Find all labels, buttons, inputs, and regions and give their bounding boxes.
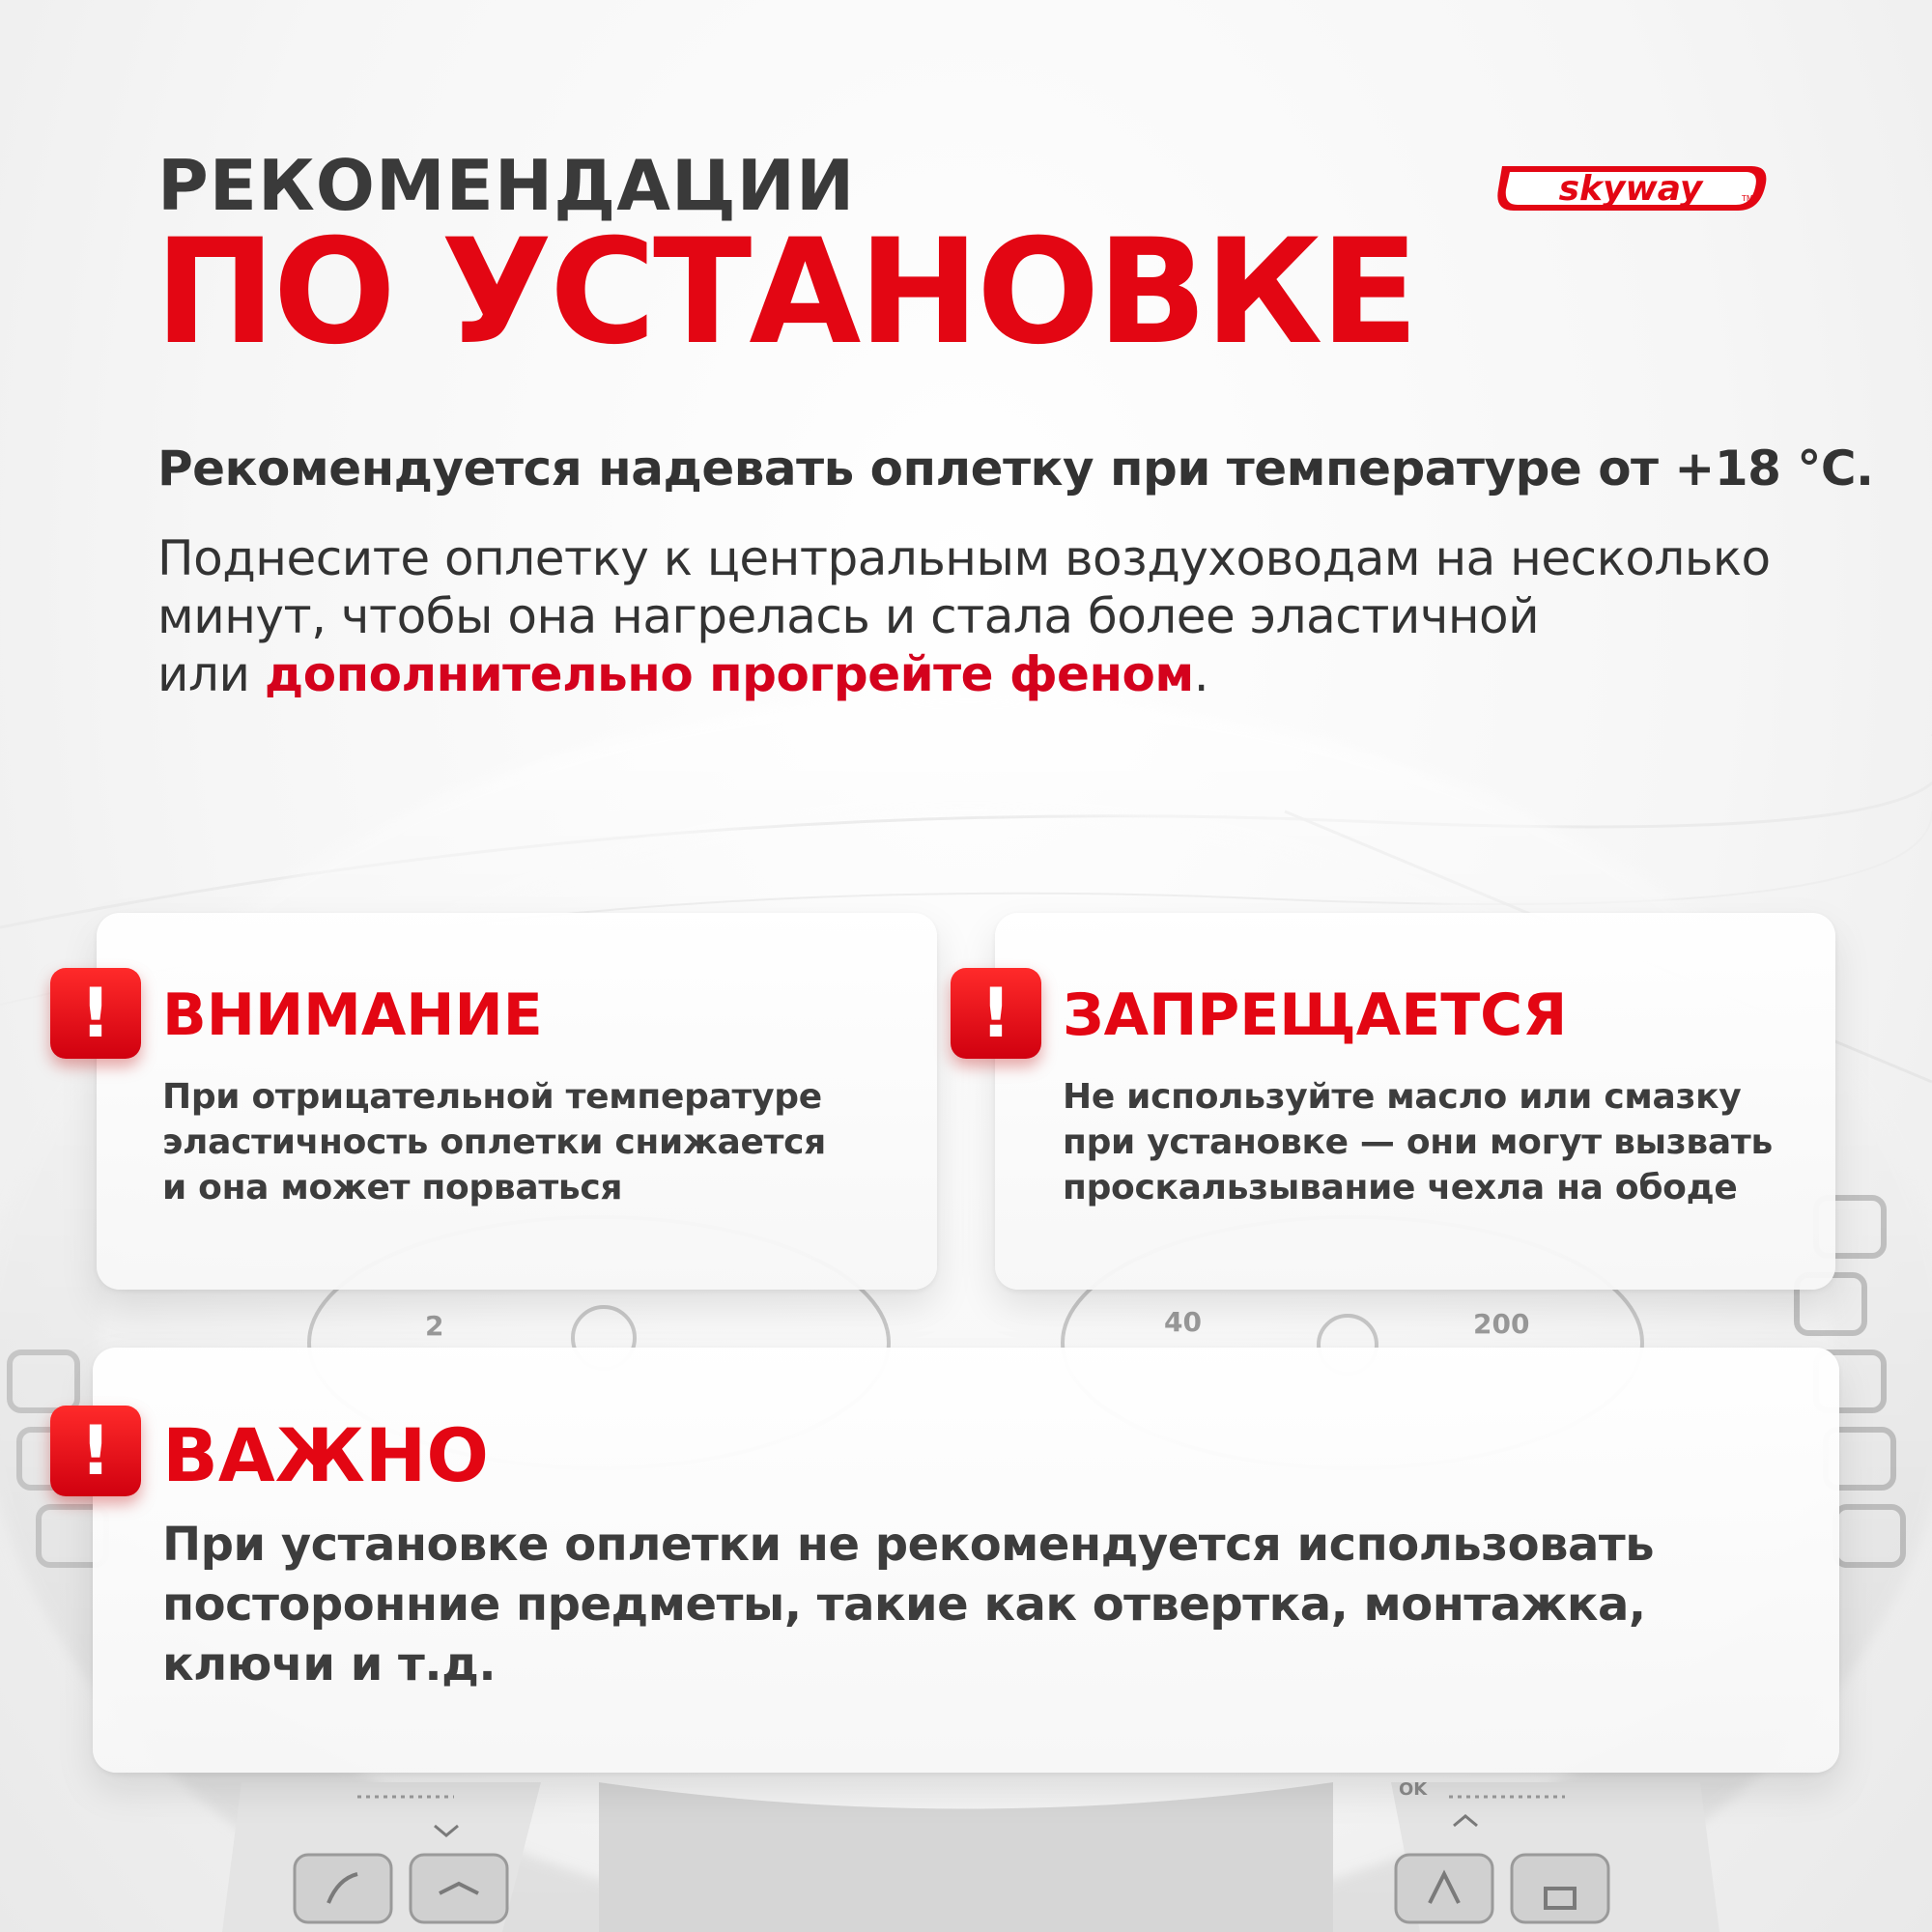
gauge-label-mid: 40 (1164, 1306, 1202, 1338)
header-title: ПО УСТАНОВКЕ (155, 209, 1416, 377)
attention-text: При отрицательной температуре эластичность оплетки снижается и она может порваться (162, 1077, 826, 1208)
instruction-line-2: минут, чтобы она нагрелась и стала более эластичной (157, 588, 1540, 644)
attention-exclamation-icon: ! (50, 968, 141, 1059)
logo-tm: TM (1742, 194, 1753, 203)
prohibited-exclamation-icon: ! (951, 968, 1041, 1059)
gauge-label-right: 200 (1473, 1308, 1530, 1340)
instruction-line-3-prefix: или (157, 646, 265, 702)
prohibited-title: ЗАПРЕЩАЕТСЯ (1063, 981, 1568, 1049)
instruction-highlight: дополнительно прогрейте феном (264, 646, 1194, 702)
heating-instruction (157, 529, 1838, 703)
important-exclamation-icon: ! (50, 1406, 141, 1496)
prohibited-text: Не используйте масло или смазку при установке — они могут вызвать проскальзывание чехла на ободе (1063, 1077, 1773, 1208)
skyway-logo (1492, 160, 1773, 216)
gauge-label-left: 2 (425, 1310, 444, 1342)
header-subtitle: РЕКОМЕНДАЦИИ (157, 145, 856, 226)
ok-button-label: OK (1399, 1779, 1428, 1800)
instruction-line-3-suffix: . (1193, 646, 1209, 702)
logo-text: skyway (1558, 169, 1703, 209)
attention-title: ВНИМАНИЕ (162, 981, 543, 1049)
important-text: При установке оплетки не рекомендуется использовать посторонние предметы, такие как отвертка, монтажка, ключи и т.д. (162, 1518, 1655, 1691)
important-title: ВАЖНО (162, 1412, 489, 1498)
temperature-note: Рекомендуется надевать оплетку при температуре от +18 °C. (157, 440, 1874, 497)
instruction-line-1: Поднесите оплетку к центральным воздуховодам на несколько (157, 530, 1771, 586)
